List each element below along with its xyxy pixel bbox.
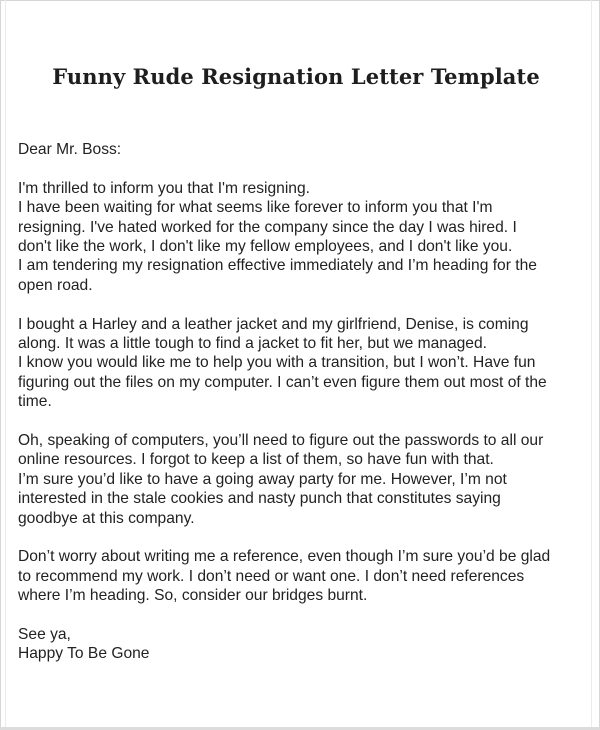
paragraph-3 [18, 431, 593, 528]
text-line: online resources. I forgot to keep a list of them, so have fun with that. [18, 451, 494, 469]
letter-body [18, 140, 593, 664]
closing-line: See ya, [18, 626, 71, 644]
paragraph-2 [18, 315, 593, 412]
text-line: Oh, speaking of computers, you’ll need to figure out the passwords to all our [18, 432, 544, 450]
text-line: I bought a Harley and a leather jacket and my girlfriend, Denise, is coming [18, 315, 529, 333]
signature: Happy To Be Gone [18, 645, 150, 663]
closing [18, 625, 593, 664]
text-line: to recommend my work. I don’t need or want one. I don’t need references [18, 567, 525, 585]
text-line: resigning. I've hated worked for the company since the day I was hired. I [18, 218, 517, 236]
text-line: open road. [18, 276, 93, 294]
text-line: I know you would like me to help you with a transition, but I won’t. Have fun [18, 354, 536, 372]
text-line: figuring out the files on my computer. I can’t even figure them out most of the [18, 373, 547, 391]
paragraph-1 [18, 179, 593, 295]
text-line: interested in the stale cookies and nasty punch that constitutes saying [18, 490, 501, 508]
document-title: Funny Rude Resignation Letter Template [52, 64, 540, 89]
text-line: don't like the work, I don't like my fellow employees, and I don't like you. [18, 238, 513, 256]
text-line: I am tendering my resignation effective immediately and I’m heading for the [18, 257, 537, 275]
text-line: I have been waiting for what seems like forever to inform you that I'm [18, 199, 493, 217]
text-line: goodbye at this company. [18, 509, 195, 527]
salutation: Dear Mr. Boss: [18, 141, 122, 158]
text-line: Don’t worry about writing me a reference, even though I’m sure you’d be glad [18, 548, 551, 566]
paragraph-4 [18, 547, 593, 605]
text-line: along. It was a little tough to find a jacket to fit her, but we managed. [18, 335, 487, 353]
page-margin-line-left [5, 0, 6, 730]
text-line: where I’m heading. So, consider our bridges burnt. [18, 587, 368, 605]
text-line: time. [18, 393, 52, 411]
text-line: I’m sure you’d like to have a going away party for me. However, I’m not [18, 470, 507, 488]
text-line: I'm thrilled to inform you that I'm resigning. [18, 179, 310, 197]
